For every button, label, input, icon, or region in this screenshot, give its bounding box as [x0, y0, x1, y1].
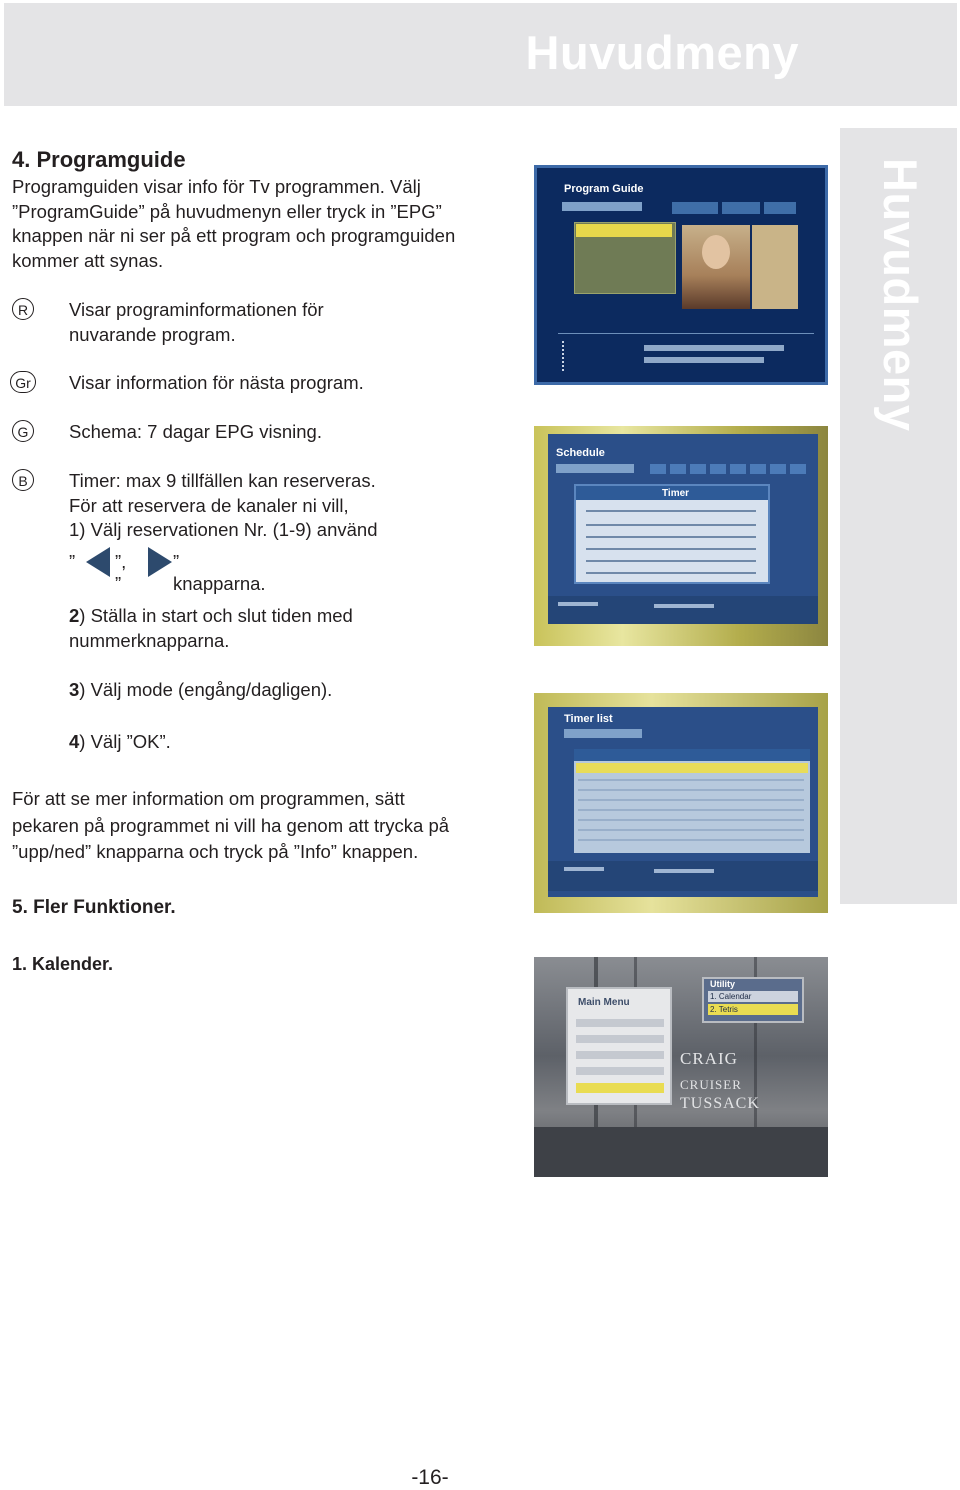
page-number: -16- — [411, 1466, 449, 1489]
step-4-text: ) Välj ”OK”. — [79, 731, 171, 752]
red-key-description: Visar programinformationen för nuvarande program. — [69, 299, 324, 345]
step-3-text: ) Välj mode (engång/dagligen). — [79, 679, 333, 700]
header-title: Huvudmeny — [525, 26, 799, 79]
yellow-key-badge: G — [12, 420, 34, 442]
green-key-badge: Gr — [10, 371, 36, 393]
left-arrow-icon — [83, 545, 113, 579]
utility-title: Utility — [710, 979, 736, 989]
blue-key-badge: B — [12, 469, 34, 491]
calendar-utility-screenshot — [534, 957, 828, 1177]
step-4-number: 4 — [69, 731, 80, 752]
side-tab — [840, 128, 957, 904]
green-key-description: Visar information för nästa program. — [69, 372, 364, 393]
bg-text-2: CRUISER — [680, 1077, 742, 1092]
bg-text-3: TUSSACK — [680, 1095, 760, 1112]
step-4 — [69, 730, 171, 755]
outro-paragraph: För att se mer information om programmen, sätt pekaren på programmet ni vill ha genom att trycka på ”upp/ned” knapparna och tryck på ”Info” knappen. — [12, 788, 450, 862]
blue-key-description: Timer: max 9 tillfällen kan reserveras. För att reservera de kanaler ni vill, 1) Välj reservationen Nr. (1-9) använd — [69, 470, 378, 540]
schedule-title: Schedule — [556, 447, 605, 459]
section-heading-programguide: 4. Programguide — [12, 147, 186, 172]
side-tab-title: Huvudmeny — [874, 158, 927, 432]
red-key-badge: R — [12, 298, 34, 320]
schedule-timer-screenshot — [534, 426, 828, 646]
step-2 — [69, 604, 353, 653]
step-2-text: ) Ställa in start och slut tiden med nummerknapparna. — [69, 605, 353, 651]
step-2-number: 2 — [69, 605, 80, 626]
guide-title: Program Guide — [564, 183, 644, 195]
timer-popup-title: Timer — [662, 488, 690, 499]
utility-item-tetris[interactable]: 2. Tetris — [708, 1004, 798, 1015]
yellow-key-description: Schema: 7 dagar EPG visning. — [69, 421, 322, 442]
section-heading-fler-funktioner: 5. Fler Funktioner. — [12, 897, 176, 918]
timer-list-screenshot — [534, 693, 828, 913]
subsection-heading-kalender: 1. Kalender. — [12, 954, 114, 974]
arrow-open-quote: ” — [69, 551, 76, 572]
program-guide-screenshot — [534, 165, 828, 385]
utility-item-calendar[interactable]: 1. Calendar — [708, 991, 798, 1002]
arrow-separator: ”, ” — [115, 551, 127, 594]
timer-list-title: Timer list — [564, 713, 613, 725]
right-arrow-icon — [145, 545, 175, 579]
step-3 — [69, 678, 332, 703]
page-header — [4, 3, 957, 106]
main-menu-title: Main Menu — [578, 997, 630, 1008]
arrow-close-text: ” knapparna. — [173, 551, 266, 594]
step-3-number: 3 — [69, 679, 80, 700]
intro-paragraph: Programguiden visar info för Tv programmen. Välj ”ProgramGuide” på huvudmenyn eller tryck in ”EPG” knappen när ni ser på ett program och programguiden kommer att synas. — [12, 176, 456, 271]
bg-text-1: CRAIG — [680, 1049, 738, 1068]
